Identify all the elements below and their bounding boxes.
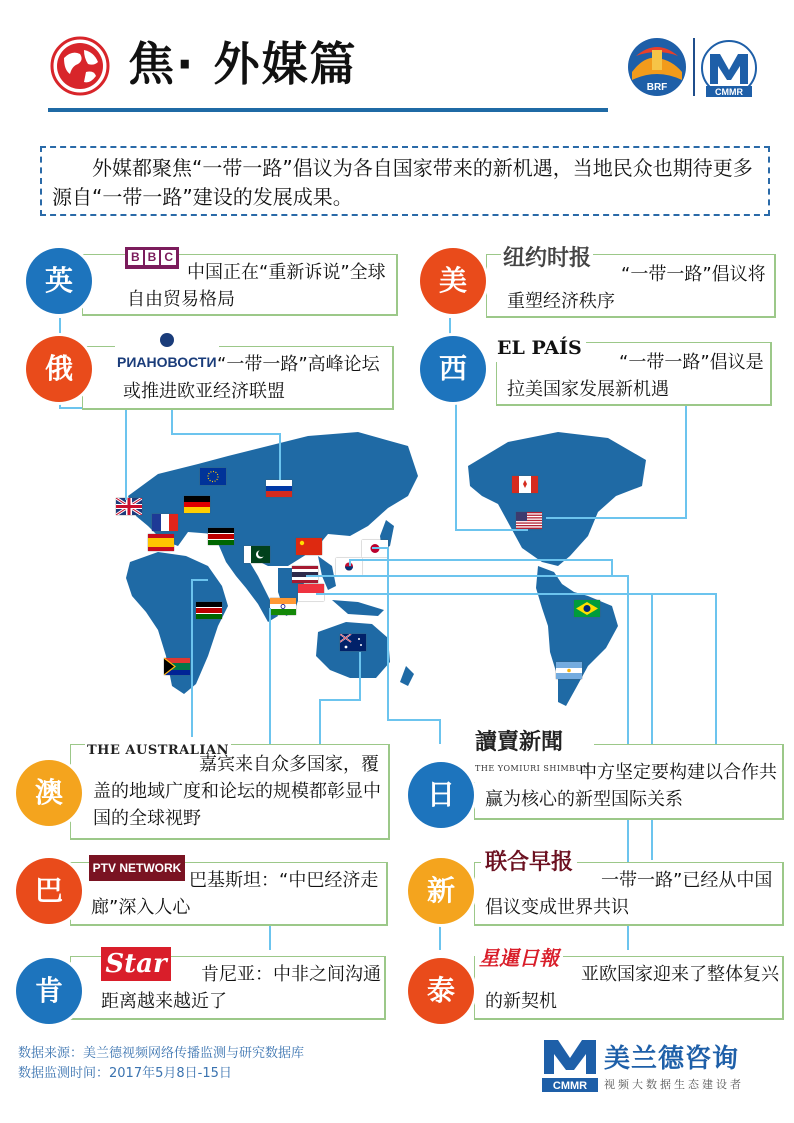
canada-flag-icon xyxy=(512,476,538,493)
kenya-flag-icon xyxy=(196,602,222,619)
card-spain-text: “一带一路”倡议是拉美国家发展新机遇 xyxy=(507,352,764,400)
argentina-flag-icon xyxy=(556,662,582,679)
card-singapore-text: 一带一路”已经从中国倡议变成世界共识 xyxy=(485,870,773,918)
ptv-network-logo: PTV NETWORK xyxy=(89,855,185,881)
bbc-logo-b2: B xyxy=(145,250,160,265)
bbc-logo-b1: B xyxy=(128,250,143,265)
japan-flag-icon xyxy=(362,540,388,557)
card-japan-text: 中方坚定要构建以合作共赢为核心的新型国际关系 xyxy=(485,762,777,810)
zaobao-logo: 联合早报 xyxy=(481,849,577,876)
badge-uk: 英 xyxy=(26,248,92,314)
badge-russia: 俄 xyxy=(26,336,92,402)
card-spain xyxy=(496,337,772,406)
cmmr-brand-tagline: 视频大数据生态建设者 xyxy=(604,1078,744,1091)
korea-flag-icon xyxy=(336,558,362,575)
brf-logo xyxy=(626,36,688,98)
south-africa-flag-icon xyxy=(164,658,190,675)
footer-source xyxy=(18,1044,304,1084)
globe-icon xyxy=(50,36,110,96)
pakistan-flag-icon xyxy=(244,546,270,563)
badge-singapore: 新 xyxy=(408,858,474,924)
card-pakistan-text: 巴基斯坦：“中巴经济走廊”深入人心 xyxy=(91,870,379,918)
card-kenya-text: 肯尼亚：中非之间沟通距离越来越近了 xyxy=(101,964,381,1012)
usa-flag-icon xyxy=(516,512,542,529)
germany-flag-icon xyxy=(184,496,210,513)
page-title: 焦· 外媒篇 xyxy=(128,37,358,91)
ria-novosti-logo-text: РИАНОВОСТИ xyxy=(117,354,217,370)
card-russia xyxy=(82,346,394,410)
kenya-flag-icon-top xyxy=(208,528,234,545)
card-usa-text: “一带一路”倡议将重塑经济秩序 xyxy=(507,264,766,312)
card-pakistan xyxy=(70,862,388,926)
china-flag-icon xyxy=(296,538,322,555)
card-thailand xyxy=(474,946,784,1020)
cmmr-brand-abbr: CMMR xyxy=(552,1080,588,1092)
cmmr-brand-name: 美兰德咨询 xyxy=(604,1044,740,1074)
card-thailand-text: 亚欧国家迎来了整体复兴的新契机 xyxy=(485,964,779,1012)
badge-usa: 美 xyxy=(420,248,486,314)
singapore-flag-icon xyxy=(298,584,324,601)
uk-flag-icon xyxy=(116,498,142,515)
nyt-logo: 纽约时报 xyxy=(503,245,592,271)
yomiuri-logo-sub: THE YOMIURI SHIMBUN xyxy=(475,764,591,773)
badge-kenya: 肯 xyxy=(16,958,82,1024)
brf-logo-text: BRF xyxy=(646,82,668,93)
card-usa xyxy=(486,245,776,318)
cmmr-brand xyxy=(540,1036,760,1096)
france-flag-icon xyxy=(152,514,178,531)
card-uk xyxy=(82,250,398,316)
card-japan xyxy=(474,729,784,820)
card-australia-text: 嘉宾来自众多国家，覆盖的地域广度和论坛的规模都彰显中国的全球视野 xyxy=(93,754,381,829)
footer-source-line: 数据来源：美兰德视频网络传播监测与研究数据库 xyxy=(18,1046,305,1061)
sing-sian-logo: 星暹日報 xyxy=(475,945,563,972)
spain-flag-icon xyxy=(148,534,174,551)
india-flag-icon xyxy=(270,598,296,615)
badge-spain: 西 xyxy=(420,336,486,402)
el-pais-logo: EL PAÍS xyxy=(493,335,586,362)
logo-divider xyxy=(693,38,695,96)
footer-period-line: 数据监测时间：2017年5月8日-15日 xyxy=(18,1066,232,1081)
the-australian-logo: THE AUSTRALIAN xyxy=(85,737,231,764)
badge-japan: 日 xyxy=(408,762,474,828)
star-logo: Star xyxy=(101,947,171,981)
title-divider xyxy=(48,108,608,112)
russia-flag-icon xyxy=(266,480,292,497)
badge-pakistan: 巴 xyxy=(16,858,82,924)
card-uk-text: 中国正在“重新诉说”全球自由贸易格局 xyxy=(127,262,386,310)
card-kenya xyxy=(70,949,386,1020)
badge-thailand: 泰 xyxy=(408,958,474,1024)
card-singapore xyxy=(474,849,784,926)
brazil-flag-icon xyxy=(574,600,600,617)
yomiuri-logo-text: 讀賣新聞 xyxy=(475,729,564,755)
cmmr-brand-icon xyxy=(540,1036,600,1094)
australia-flag-icon xyxy=(340,634,366,651)
intro-box: 外媒都聚焦“一带一路”倡议为各自国家带来的新机遇，当地民众也期待更多源自“一带一路”建设的发展成果。 xyxy=(40,146,770,216)
eu-flag-icon xyxy=(200,468,226,485)
badge-australia: 澳 xyxy=(16,760,82,826)
card-russia-text: “一带一路”高峰论坛或推进欧亚经济联盟 xyxy=(123,354,380,402)
cmmr-logo-text: CMMR xyxy=(715,87,743,97)
bbc-logo-c: C xyxy=(161,250,176,265)
card-australia xyxy=(70,744,390,840)
cmmr-logo xyxy=(698,40,760,100)
thailand-flag-icon xyxy=(292,566,318,583)
